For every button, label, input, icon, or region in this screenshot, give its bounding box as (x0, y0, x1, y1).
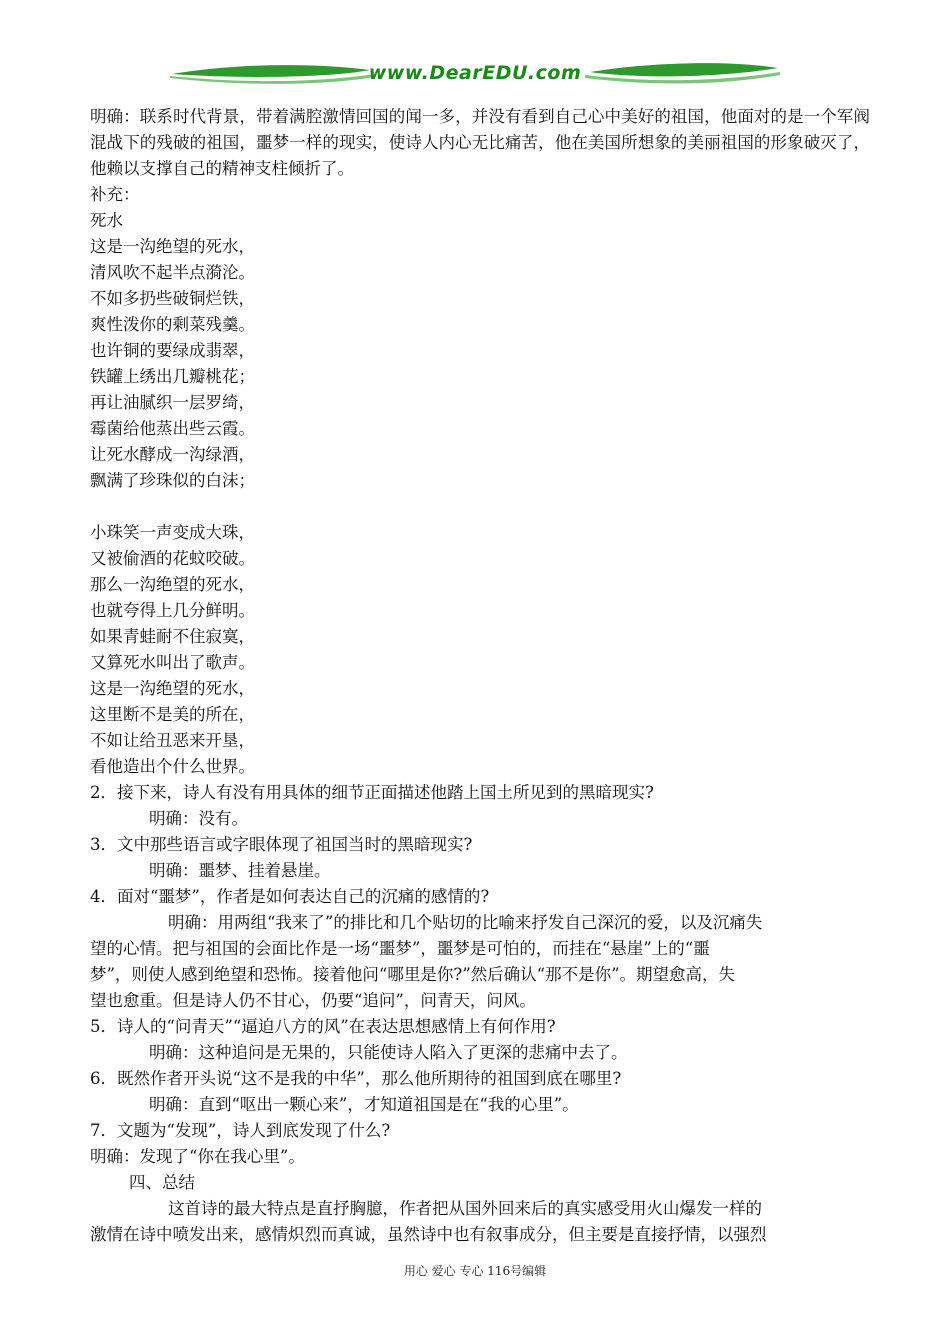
poem-line: 这里断不是美的所在， (90, 705, 255, 724)
header-banner (170, 58, 780, 92)
question-5: 5．诗人的“问青天”“逼迫八方的风”在表达思想感情上有何作用? (90, 1017, 556, 1036)
answer-4-line: 梦”，则使人感到绝望和恐怖。接着他问“哪里是你?”然后确认“那不是你”。期望愈高，失 (90, 965, 736, 984)
poem-line: 这是一沟绝望的死水， (90, 237, 255, 256)
supplement-label: 补充： (90, 185, 140, 204)
poem-line: 再让油腻织一层罗绮， (90, 393, 255, 412)
poem-line: 又算死水叫出了歌声。 (90, 653, 255, 672)
question-6: 6．既然作者开头说“这不是我的中华”，那么他所期待的祖国到底在哪里? (90, 1069, 622, 1088)
poem-line: 也许铜的要绿成翡翠， (90, 341, 255, 360)
poem-line: 也就夸得上几分鲜明。 (90, 601, 255, 620)
poem-line: 这是一沟绝望的死水， (90, 679, 255, 698)
question-3: 3．文中那些语言或字眼体现了祖国当时的黑暗现实? (90, 835, 473, 854)
intro-paragraph: 明确：联系时代背景，带着满腔激情回国的闻一多，并没有看到自己心中美好的祖国，他面对的是一个军阀混战下的残破的祖国，噩梦一样的现实，使诗人内心无比痛苦，他在美国所想象的美丽祖国的形象破灭了，他赖以支撑自己的精神支柱倾折了。 (90, 107, 870, 178)
section-4-heading: 四、总结 (129, 1173, 195, 1192)
poem-line: 爽性泼你的剩菜残羹。 (90, 315, 255, 334)
document-body (90, 104, 870, 1248)
answer-3: 明确：噩梦、挂着悬崖。 (149, 861, 331, 880)
site-logo-text: www.DearEDU.com (368, 62, 582, 84)
poem-stanza-2 (90, 520, 870, 780)
poem-line: 让死水酵成一沟绿酒， (90, 445, 255, 464)
summary-line: 这首诗的最大特点是直抒胸臆，作者把从国外回来后的真实感受用火山爆发一样的 (168, 1199, 762, 1218)
answer-4-line: 望也愈重。但是诗人仍不甘心，仍要“追问”，问青天，问风。 (90, 991, 536, 1010)
question-7: 7．文题为“发现”，诗人到底发现了什么? (90, 1121, 391, 1140)
poem-line: 铁罐上绣出几瓣桃花； (90, 367, 255, 386)
summary-line: 激情在诗中喷发出来，感情炽烈而真诚，虽然诗中也有叙事成分，但主要是直接抒情，以强烈 (90, 1225, 767, 1244)
poem-line: 又被偷酒的花蚊咬破。 (90, 549, 255, 568)
answer-4-line: 望的心情。把与祖国的会面比作是一场“噩梦”，噩梦是可怕的，而挂在“悬崖”上的“噩 (90, 939, 710, 958)
answer-7: 明确：发现了“你在我心里”。 (90, 1147, 305, 1166)
poem-line: 飘满了珍珠似的白沫； (90, 471, 255, 490)
answer-4-line: 明确：用两组“我来了”的排比和几个贴切的比喻来抒发自己深沉的爱，以及沉痛失 (168, 913, 763, 932)
poem-line: 清风吹不起半点漪沦。 (90, 263, 255, 282)
poem-stanza-1 (90, 234, 870, 494)
poem-line: 看他造出个什么世界。 (90, 757, 255, 776)
answer-6: 明确：直到“呕出一颗心来”，才知道祖国是在“我的心里”。 (149, 1095, 579, 1114)
question-4: 4．面对“噩梦”，作者是如何表达自己的沉痛的感情的? (90, 887, 490, 906)
answer-5: 明确：这种追问是无果的，只能使诗人陷入了更深的悲痛中去了。 (149, 1043, 628, 1062)
answer-2: 明确：没有。 (149, 809, 248, 828)
poem-line: 如果青蛙耐不住寂寞， (90, 627, 255, 646)
poem-line: 不如多扔些破铜烂铁， (90, 289, 255, 308)
question-2: 2．接下来，诗人有没有用具体的细节正面描述他踏上国土所见到的黑暗现实? (90, 783, 654, 802)
poem-line: 霉菌给他蒸出些云霞。 (90, 419, 255, 438)
poem-line: 那么一沟绝望的死水， (90, 575, 255, 594)
poem-title: 死水 (90, 211, 123, 230)
poem-line: 小珠笑一声变成大珠， (90, 523, 255, 542)
page-footer: 用心 爱心 专心 116号编辑 (403, 1264, 547, 1278)
poem-line: 不如让给丑恶来开垦， (90, 731, 255, 750)
stanza-gap (90, 494, 870, 520)
